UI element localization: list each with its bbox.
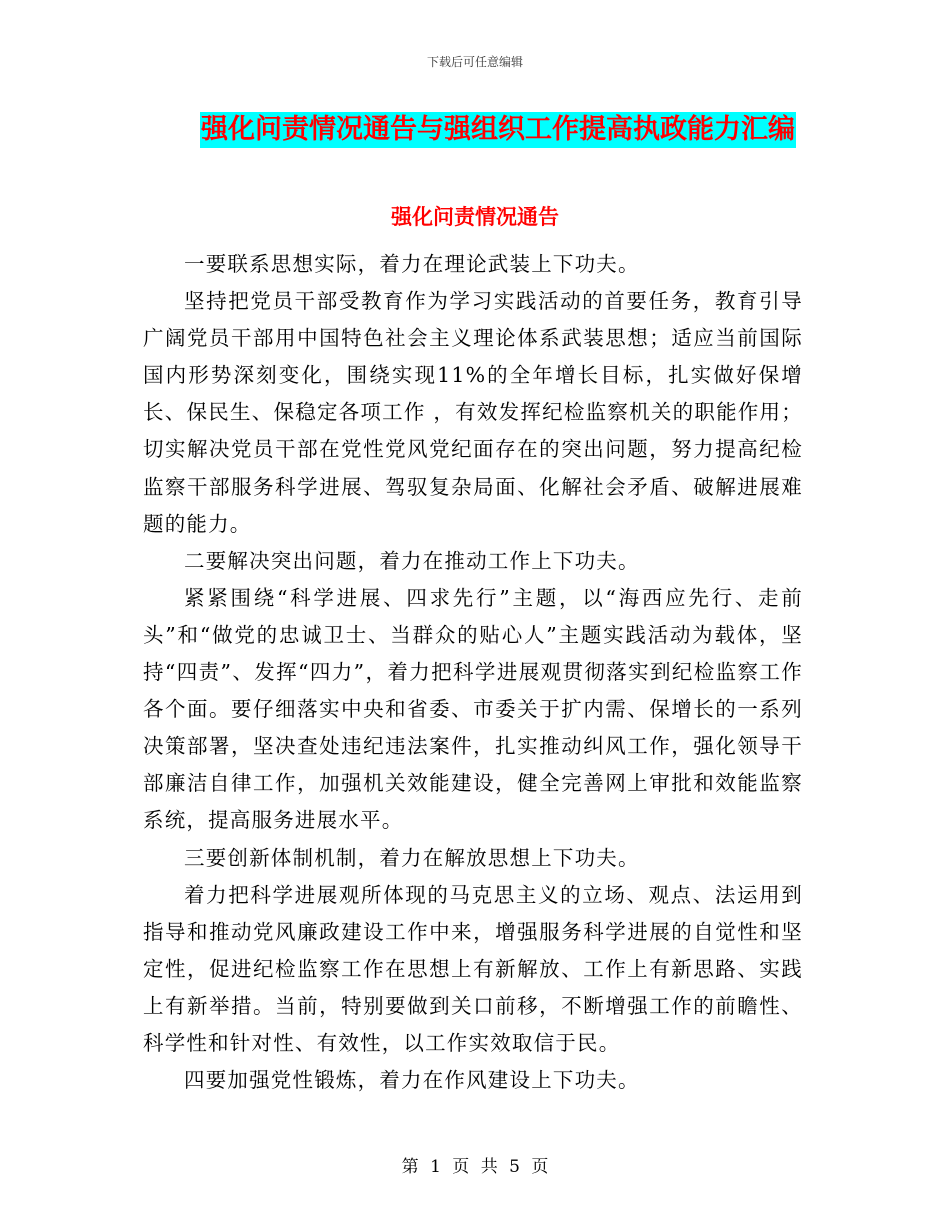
paragraph-heading-3: 三要创新体制机制，着力在解放思想上下功夫。 [184,845,640,870]
footer-label-page: 第 [401,1157,419,1177]
footer-label-total: 共 [480,1157,498,1177]
paragraph-heading-4: 四要加强党性锻炼，着力在作风建设上下功夫。 [184,1068,640,1093]
document-body [143,246,803,1099]
footer-label-unit: 页 [452,1157,470,1177]
footer-total-pages: 5 [509,1157,520,1177]
paragraph-heading-1: 一要联系思想实际，着力在理论武装上下功夫。 [184,252,640,276]
document-title-container [0,112,950,148]
paragraph-body-1: 坚持把党员干部受教育作为学习实践活动的首要任务，教育引导广阔党员干部用中国特色社会主义理论体系武装思想；适应当前国际国内形势深刻变化，围绕实现11%的全年增长目标，扎实做好保增长、保民生、保稳定各项工作 ，有效发挥纪检监察机关的职能作用；切实解决党员干部在党性党风党纪面存在的突出问题，努力提高纪检监察干部服务科学进展、驾驭复杂局面、化解社会矛盾、破解进展难题的能力。 [143,289,803,536]
footer-label-unit-end: 页 [531,1157,549,1177]
header-note: 下载后可任意编辑 [426,55,523,69]
page-footer [0,1152,950,1177]
section-title: 强化问责情况通告 [391,205,559,229]
paragraph-body-3: 着力把科学进展观所体现的马克思主义的立场、观点、法运用到指导和推动党风廉政建设工作中来，增强服务科学进展的自觉性和坚定性，促进纪检监察工作在思想上有新解放、工作上有新思路、实践上有新举措。当前，特别要做到关口前移，不断增强工作的前瞻性、科学性和针对性、有效性，以工作实效取信于民。 [143,882,803,1055]
paragraph-heading-2: 二要解决突出问题，着力在推动工作上下功夫。 [184,548,640,573]
footer-current-page: 1 [430,1157,441,1177]
document-title: 强化问责情况通告与强组织工作提高执政能力汇编 [200,112,796,148]
paragraph-body-2: 紧紧围绕“科学进展、四求先行”主题，以“海西应先行、走前头”和“做党的忠诚卫士、当群众的贴心人”主题实践活动为载体，坚持“四责”、发挥“四力”，着力把科学进展观贯彻落实到纪检监察工作各个面。要仔细落实中央和省委、市委关于扩内需、保增长的一系列决策部署，坚决查处违纪违法案件，扎实推动纠风工作，强化领导干部廉洁自律工作，加强机关效能建设，健全完善网上审批和效能监察系统，提高服务进展水平。 [143,585,803,833]
